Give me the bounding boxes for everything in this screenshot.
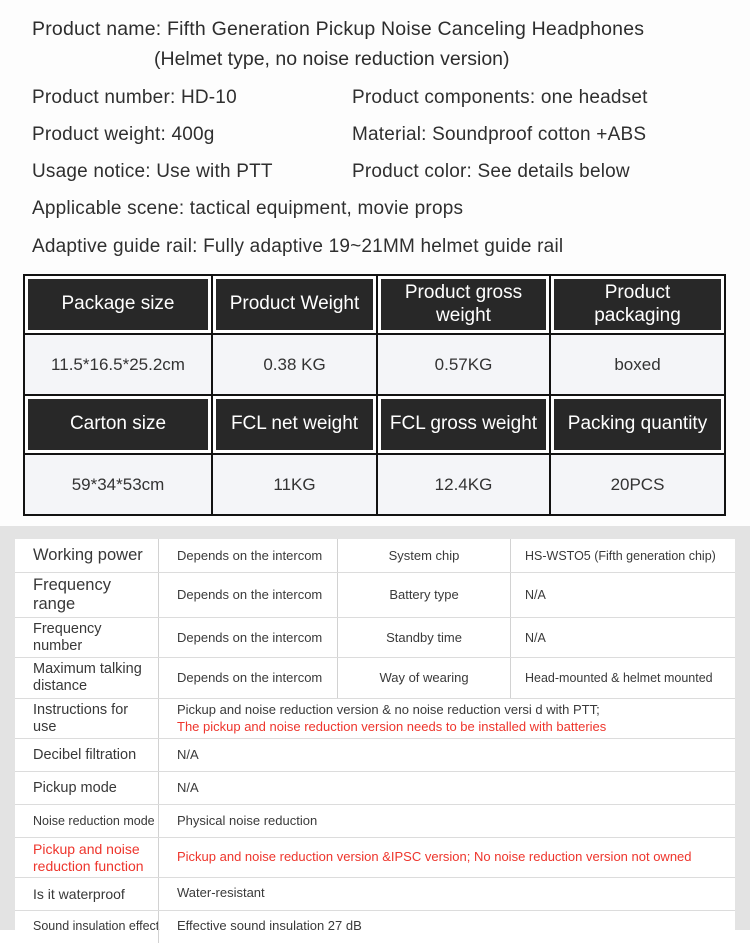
field-usage-notice: Usage notice: Use with PTT xyxy=(32,161,273,182)
spec-value: N/A xyxy=(158,739,735,771)
pkg-value-fcl-gross-weight: 12.4KG xyxy=(378,455,549,514)
pkg-value-product-weight: 0.38 KG xyxy=(213,335,376,394)
spec-value: Depends on the intercom xyxy=(158,539,337,572)
spec-row-decibel-filtration xyxy=(15,738,735,771)
spec-label-2: Standby time xyxy=(337,618,510,657)
field-adaptive-guide-rail: Adaptive guide rail: Fully adaptive 19~21MM helmet guide rail xyxy=(32,236,564,257)
field-product-number: Product number: HD-10 xyxy=(32,87,237,108)
instructions-line-1: Pickup and noise reduction version & no noise reduction versi d with PTT; xyxy=(177,701,600,717)
package-table xyxy=(23,274,726,516)
pkg-value-gross-weight: 0.57KG xyxy=(378,335,549,394)
pkg-value-packaging: boxed xyxy=(551,335,724,394)
field-product-weight: Product weight: 400g xyxy=(32,124,215,145)
pkg-value-carton-size: 59*34*53cm xyxy=(25,455,211,514)
spec-value xyxy=(158,699,735,739)
spec-row-noise-reduction-mode xyxy=(15,804,735,837)
spec-label: Pickup and noise reduction function xyxy=(33,841,144,874)
pkg-value-package-size: 11.5*16.5*25.2cm xyxy=(25,335,211,394)
spec-label: Is it waterproof xyxy=(33,885,125,902)
spec-value-2: N/A xyxy=(510,573,735,617)
spec-row-frequency-range xyxy=(15,572,735,617)
spec-label: Frequency number xyxy=(33,620,102,654)
spec-label: Pickup mode xyxy=(33,780,117,797)
spec-label: Noise reduction mode xyxy=(33,814,155,829)
pkg-header-package-size: Package size xyxy=(25,276,211,333)
spec-value-2: Head-mounted & helmet mounted xyxy=(510,658,735,697)
spec-value: Pickup and noise reduction version &IPSC version; No noise reduction version not owned xyxy=(158,838,735,876)
pkg-header-product-weight: Product Weight xyxy=(213,276,376,333)
spec-row-pickup-mode xyxy=(15,771,735,804)
spec-row-pickup-noise-reduction-function xyxy=(15,837,735,876)
field-product-color: Product color: See details below xyxy=(352,161,630,182)
spec-value-2: HS-WSTO5 (Fifth generation chip) xyxy=(510,539,735,572)
spec-label: Decibel filtration xyxy=(33,747,137,764)
spec-panel xyxy=(0,526,750,934)
spec-value: Effective sound insulation 27 dB xyxy=(158,911,735,943)
summary-row xyxy=(32,124,732,146)
pkg-value-packing-quantity: 20PCS xyxy=(551,455,724,514)
spec-value: Depends on the intercom xyxy=(158,618,337,657)
spec-label: Frequency range xyxy=(33,576,111,613)
product-name-line1: Product name: Fifth Generation Pickup Noise Canceling Headphones xyxy=(32,18,645,40)
spec-row-working-power xyxy=(15,539,735,572)
spec-value: Depends on the intercom xyxy=(158,658,337,697)
spec-row-sound-insulation xyxy=(15,910,735,943)
summary-row xyxy=(32,87,732,109)
spec-label: Sound insulation effect xyxy=(33,919,160,934)
spec-value: Physical noise reduction xyxy=(158,805,735,837)
spec-value: Water-resistant xyxy=(158,878,735,910)
spec-row-max-talking-distance xyxy=(15,657,735,697)
pkg-value-fcl-net-weight: 11KG xyxy=(213,455,376,514)
product-name-line2: (Helmet type, no noise reduction version) xyxy=(154,48,510,70)
spec-label: Instructions for use xyxy=(33,701,129,735)
spec-label-2: Way of wearing xyxy=(337,658,510,697)
summary-fields xyxy=(32,87,732,258)
pkg-header-gross-weight: Product gross weight xyxy=(378,276,549,333)
pkg-header-packing-quantity: Packing quantity xyxy=(551,396,724,453)
summary-row xyxy=(32,161,732,183)
spec-row-frequency-number xyxy=(15,617,735,657)
spec-row-waterproof xyxy=(15,877,735,910)
pkg-header-packaging: Product packaging xyxy=(551,276,724,333)
field-material: Material: Soundproof cotton +ABS xyxy=(352,124,647,145)
spec-label: Maximum talking distance xyxy=(33,661,142,694)
spec-row-instructions xyxy=(15,698,735,739)
product-summary xyxy=(0,0,750,258)
pkg-header-fcl-gross-weight: FCL gross weight xyxy=(378,396,549,453)
pkg-header-fcl-net-weight: FCL net weight xyxy=(213,396,376,453)
field-applicable-scene: Applicable scene: tactical equipment, movie props xyxy=(32,198,464,219)
spec-value-2: N/A xyxy=(510,618,735,657)
spec-table xyxy=(15,539,735,943)
pkg-header-carton-size: Carton size xyxy=(25,396,211,453)
spec-value: Depends on the intercom xyxy=(158,573,337,617)
spec-label-2: Battery type xyxy=(337,573,510,617)
spec-value: N/A xyxy=(158,772,735,804)
field-product-components: Product components: one headset xyxy=(352,87,648,108)
spec-label-2: System chip xyxy=(337,539,510,572)
spec-label: Working power xyxy=(33,546,143,565)
instructions-line-2: The pickup and noise reduction version needs to be installed with batteries xyxy=(177,718,607,734)
